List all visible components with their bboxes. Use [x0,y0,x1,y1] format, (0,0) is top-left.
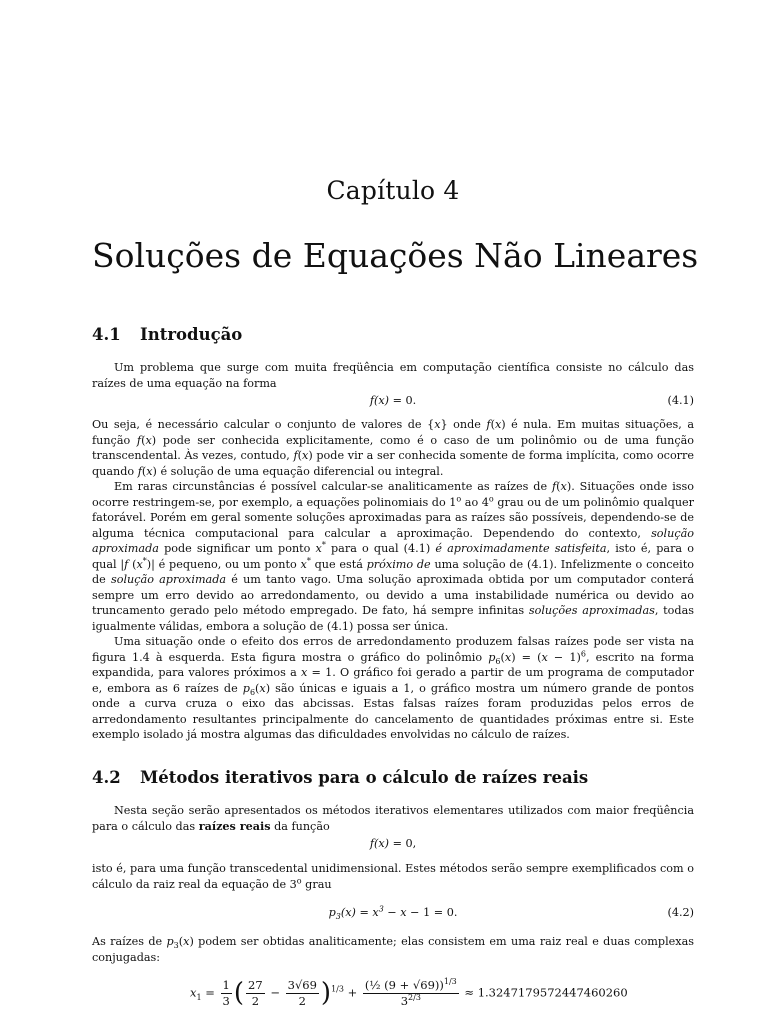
chapter-label: Capítulo 4 [326,176,460,205]
section-number: 4.2 [92,768,121,787]
equation-x1: $x_1$ = $\frac{1}{3}$ ( $\frac{27}{2}$ − $\frac{3√69}{2}$ )$^{1/3}$ + $\frac{(\frac{1}{2} (9 + √69))^{1/3}}{3^{2/3}}$ ≈ 1.3247179572447460260 [190,977,628,1008]
paragraph-methods-body: isto é, para uma função transcedental unidimensional. Estes métodos serão sempre exemplificados com o cálculo da raiz real da equação de 3$^o$ grau [92,862,694,891]
section-title: Métodos iterativos para o cálculo de raízes reais [140,768,589,787]
section-heading-4-2 [92,768,588,787]
paragraph-body-1: Ou seja, é necessário calcular o conjunto de valores de {x} onde f(x) é nula. Em muitas situações, a função f(x) pode ser conhecida explicitamente, como é o caso de um polinômio ou de uma função transcendental. Às vezes, contudo, f(x) pode vir a ser conhecida somente de forma implícita, como ocorre quando f(x) é solução de uma equação diferencial ou integral. Em raras circunstâncias é possível calcular-se analiticamente as raízes de f(x). Situações onde isso ocorre restringem-se, por exemplo, a equações polinomiais do 1$^o$ ao 4$^o$ grau ou de um polinômio qualquer fatorável. Porém em geral somente soluções aproximadas para as raízes são possíveis, dependendo-se de alguma técnica computacional para calcular a aproximação. Dependendo do contexto, solução aproximada pode significar um ponto x* para o qual (4.1) é aproximadamente satisfeita, isto é, para o qual |f (x*)| é pequeno, ou um ponto x* que está próximo de uma solução de (4.1). Infelizmente o conceito de solução aproximada é um tanto vago. Uma solução aproximada obtida por um computador conterá sempre um erro devido ao arredondamento, ou devido a uma instabilidade numérica ou devido ao truncamento gerado pelo método empregado. De fato, há sempre infinitas soluções aproximadas, todas igualmente válidas, embora a solução de (4.1) possa ser única. Uma situação onde o efeito dos erros de arredondamento produzem falsas raízes pode ser vista na figura 1.4 à esquerda. Esta figura mostra o gráfico do polinômio $p_6(x) = (x - 1)^6$, escrito na forma expandida, para valores próximos a x = 1. O gráfico foi gerado a partir de um programa de computador e, embora as 6 raízes de $p_6(x)$ são únicas e iguais a 1, o gráfico mostra um número grande de pontos onde a curva cruza o eixo das abcissas. Estas falsas raízes foram produzidas pelos erros de arredondamento resultantes principalmente do cancelamento de quantidades próximas entre si. Este exemplo isolado já mostra algumas das dificuldades envolvidas no cálculo de raízes. [92,418,695,741]
section-number: 4.1 [92,325,121,344]
chapter-title: Soluções de Equações Não Lineares [92,236,699,275]
equation-f-zero: f(x) = 0, [369,837,417,850]
paragraph-intro: Um problema que surge com muita freqüência em computação científica consiste no cálculo das raízes de uma equação na forma [92,361,694,390]
equation-number: (4.1) [667,394,694,407]
equation-4-1: f(x) = 0. (4.1) [369,394,694,407]
x1-approximation: ≈ 1.3247179572447460260 [464,985,628,1000]
paragraph-roots: As raízes de $p_3(x)$ podem ser obtidas analiticamente; elas consistem em uma raiz real e duas complexas conjugadas: [92,935,695,964]
section-heading-4-1 [92,325,242,344]
equation-number: (4.2) [667,906,694,919]
section-title: Introdução [140,325,243,344]
paragraph-methods-intro: Nesta seção serão apresentados os métodos iterativos elementares utilizados com maior freqüência para o cálculo das raízes reais da função [92,804,694,833]
equation-4-2: $p_3(x) = x^3 - x - 1 = 0$. (4.2) [328,904,694,922]
